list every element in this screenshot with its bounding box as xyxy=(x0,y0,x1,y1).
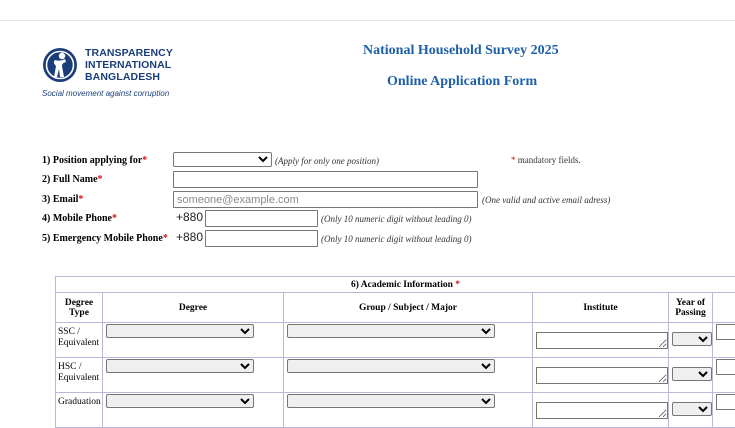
mandatory-note xyxy=(511,155,581,165)
required-star: * xyxy=(163,233,168,244)
hsc-year-select[interactable] xyxy=(672,367,712,381)
logo-tagline: Social movement against corruption xyxy=(42,89,169,98)
required-star: * xyxy=(142,155,147,166)
graduation-extra-input[interactable] xyxy=(716,394,735,410)
col-extra xyxy=(713,293,735,323)
position-label-text: 1) Position applying for xyxy=(42,155,142,166)
emergency-mobile-label-text: 5) Emergency Mobile Phone xyxy=(42,233,163,244)
mobile-label xyxy=(42,213,117,224)
ssc-extra-input[interactable] xyxy=(716,324,735,340)
mandatory-text: mandatory fields. xyxy=(516,155,581,165)
col-institute: Institute xyxy=(533,293,669,323)
mobile-hint: (Only 10 numeric digit without leading 0) xyxy=(321,214,471,224)
ssc-institute-input[interactable] xyxy=(536,332,668,349)
degree-type-line2: Equivalent xyxy=(58,373,100,384)
degree-type-cell xyxy=(56,358,103,393)
hsc-institute-input[interactable] xyxy=(536,367,668,384)
hsc-extra-input[interactable] xyxy=(716,359,735,375)
mandatory-star: * xyxy=(511,155,516,165)
emergency-mobile-input[interactable] xyxy=(205,230,318,247)
logo-text-line2: INTERNATIONAL xyxy=(85,60,171,71)
position-hint: (Apply for only one position) xyxy=(275,156,379,166)
degree-type-line1: Graduation xyxy=(58,397,100,408)
table-row xyxy=(56,323,735,358)
col-year: Year of Passing xyxy=(669,293,713,323)
degree-type-line1: HSC / xyxy=(58,362,100,373)
col-degree: Degree xyxy=(103,293,284,323)
required-star: * xyxy=(112,213,117,224)
required-star: * xyxy=(78,194,83,205)
ssc-year-select[interactable] xyxy=(672,332,712,346)
col-degree-type: Degree Type xyxy=(56,293,103,323)
hsc-group-select[interactable] xyxy=(287,359,495,373)
table-row xyxy=(56,393,735,428)
emergency-mobile-label xyxy=(42,233,168,244)
logo-text-line3: BANGLADESH xyxy=(85,72,160,83)
mobile-input[interactable] xyxy=(205,210,318,227)
email-label-text: 3) Email xyxy=(42,194,78,205)
ssc-degree-select[interactable] xyxy=(106,324,254,338)
ssc-group-select[interactable] xyxy=(287,324,495,338)
degree-type-cell xyxy=(56,323,103,358)
required-star: * xyxy=(453,280,460,290)
academic-caption-text: 6) Academic Information xyxy=(351,280,453,290)
required-star: * xyxy=(98,174,103,185)
full-name-label xyxy=(42,174,103,185)
top-divider xyxy=(0,20,735,21)
degree-type-cell xyxy=(56,393,103,428)
position-select[interactable] xyxy=(173,152,272,167)
full-name-input[interactable] xyxy=(173,171,478,188)
graduation-institute-input[interactable] xyxy=(536,402,668,419)
emergency-country-code: +880 xyxy=(176,230,203,244)
degree-type-line1: SSC / xyxy=(58,327,100,338)
graduation-year-select[interactable] xyxy=(672,402,712,416)
col-group: Group / Subject / Major xyxy=(284,293,533,323)
graduation-degree-select[interactable] xyxy=(106,394,254,408)
ti-bangladesh-logo xyxy=(42,47,182,103)
full-name-label-text: 2) Full Name xyxy=(42,174,98,185)
page-subtitle: Online Application Form xyxy=(387,74,537,90)
degree-type-line2: Equivalent xyxy=(58,338,100,349)
academic-caption xyxy=(56,277,735,293)
table-row xyxy=(56,358,735,393)
mobile-label-text: 4) Mobile Phone xyxy=(42,213,112,224)
emergency-mobile-hint: (Only 10 numeric digit without leading 0) xyxy=(321,234,471,244)
email-label xyxy=(42,194,83,205)
academic-info-table xyxy=(55,276,735,428)
hsc-degree-select[interactable] xyxy=(106,359,254,373)
page-title: National Household Survey 2025 xyxy=(363,43,559,59)
logo-emblem-icon xyxy=(42,47,78,87)
email-input[interactable] xyxy=(173,191,478,208)
position-label xyxy=(42,155,147,166)
logo-text-line1: TRANSPARENCY xyxy=(85,48,173,59)
graduation-group-select[interactable] xyxy=(287,394,495,408)
email-hint: (One valid and active email adress) xyxy=(482,195,610,205)
mobile-country-code: +880 xyxy=(176,210,203,224)
